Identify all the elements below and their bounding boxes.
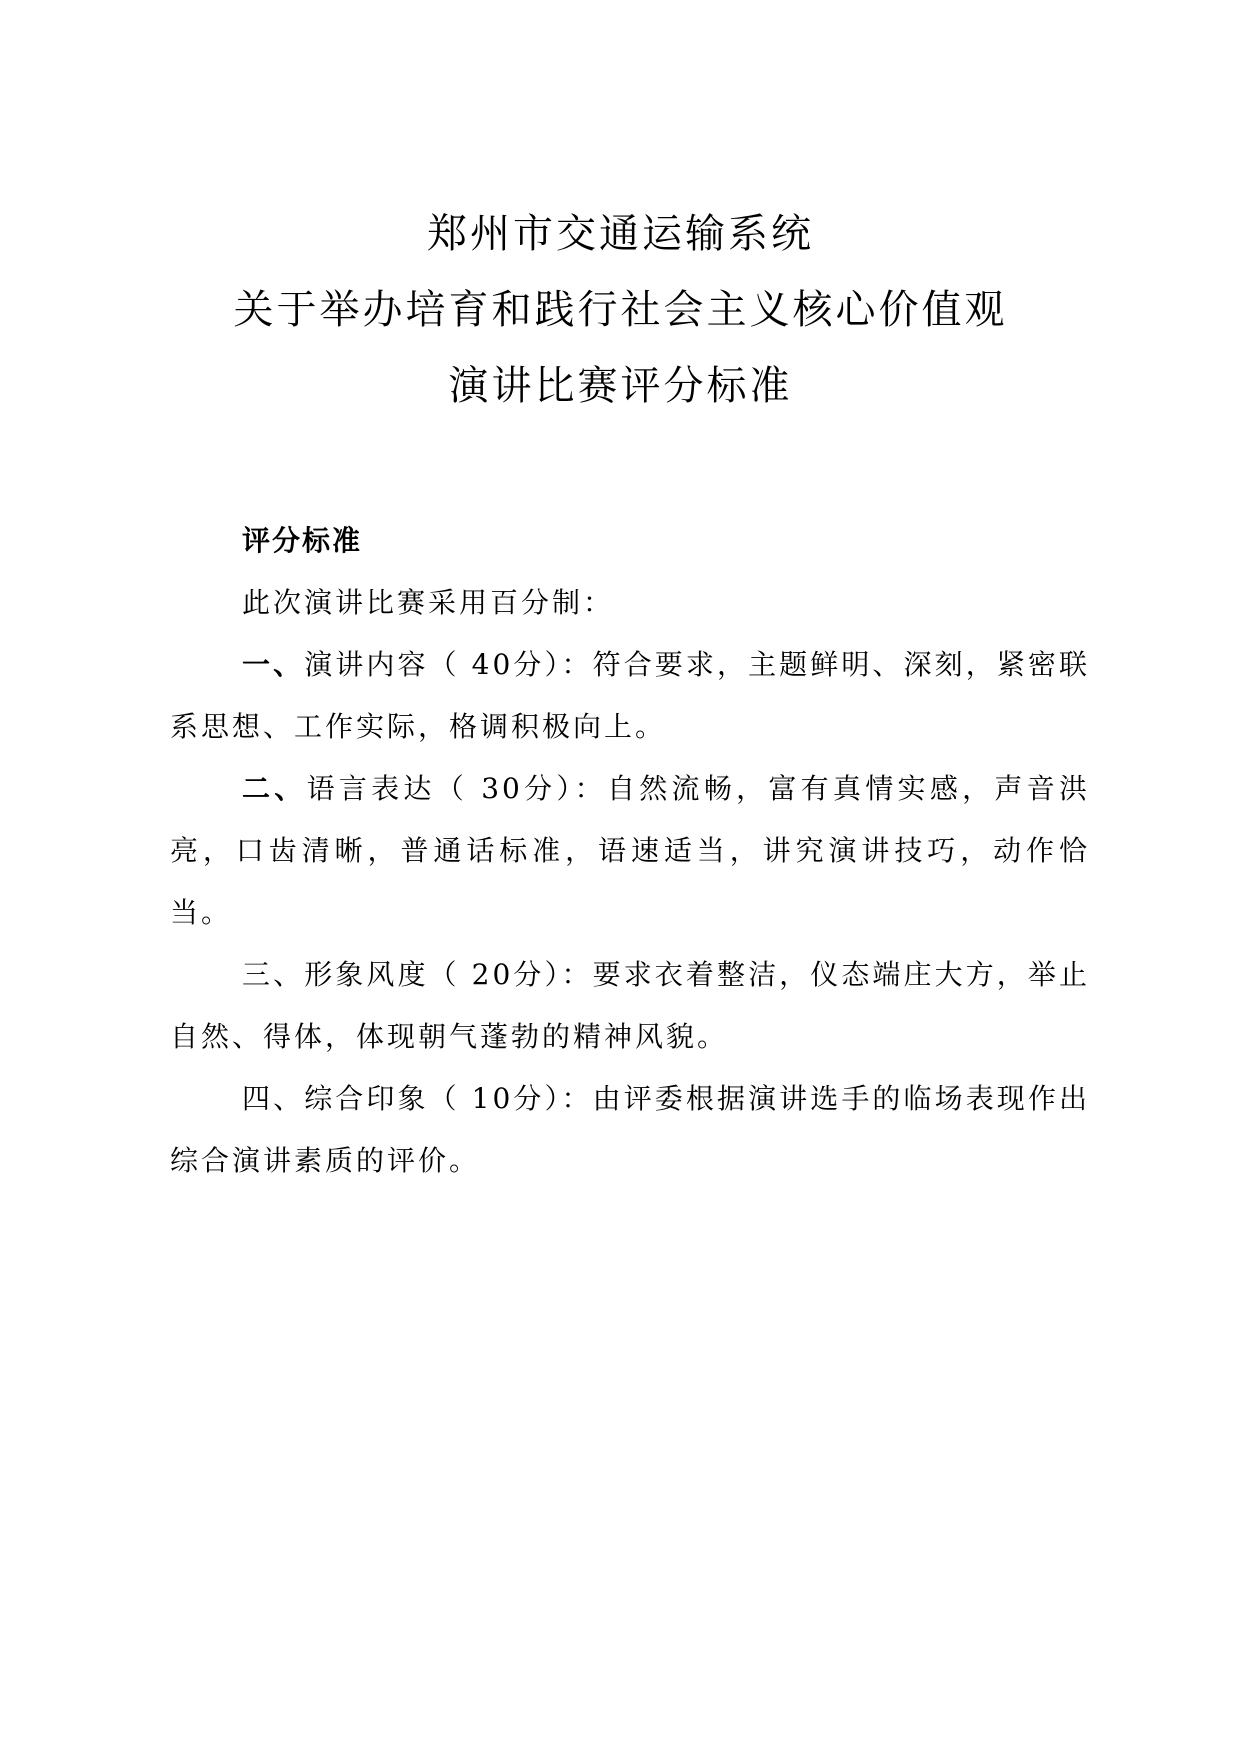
- intro-paragraph: 此次演讲比赛采用百分制：: [242, 586, 615, 619]
- criterion-item-2: [170, 758, 1090, 944]
- title-line-2: 关于举办培育和践行社会主义核心价值观: [233, 287, 1008, 333]
- criterion-item-4: [170, 1068, 1090, 1192]
- criterion-item-3-text: 形象风度（ 20分）：要求衣着整洁，仪态端庄大方，举止自然、得体，体现朝气蓬勃的精神风貌。: [170, 958, 1090, 1053]
- criterion-item-1: [170, 634, 1090, 758]
- criterion-item-2-lead: 二、: [242, 772, 307, 805]
- section-heading: 评分标准: [242, 524, 363, 557]
- criterion-item-3-lead: 三、: [242, 958, 305, 991]
- criterion-item-4-lead: 四、: [242, 1082, 305, 1115]
- criterion-item-2-text: 语言表达（ 30分）：自然流畅，富有真情实感，声音洪亮，口齿清晰，普通话标准，语速适当，讲究演讲技巧，动作恰当。: [170, 772, 1090, 929]
- title-line-1: 郑州市交通运输系统: [427, 211, 814, 257]
- criterion-item-1-text: 演讲内容（ 40分）：符合要求，主题鲜明、深刻，紧密联系思想、工作实际，格调积极向上。: [170, 648, 1090, 743]
- criterion-item-3: [170, 944, 1090, 1068]
- document-title: [0, 211, 1241, 442]
- criterion-item-4-text: 综合印象（ 10分）：由评委根据演讲选手的临场表现作出综合演讲素质的评价。: [170, 1082, 1090, 1177]
- criterion-item-1-lead: 一、: [242, 648, 305, 681]
- title-line-3: 演讲比赛评分标准: [448, 363, 793, 409]
- document-body: [170, 510, 1090, 1192]
